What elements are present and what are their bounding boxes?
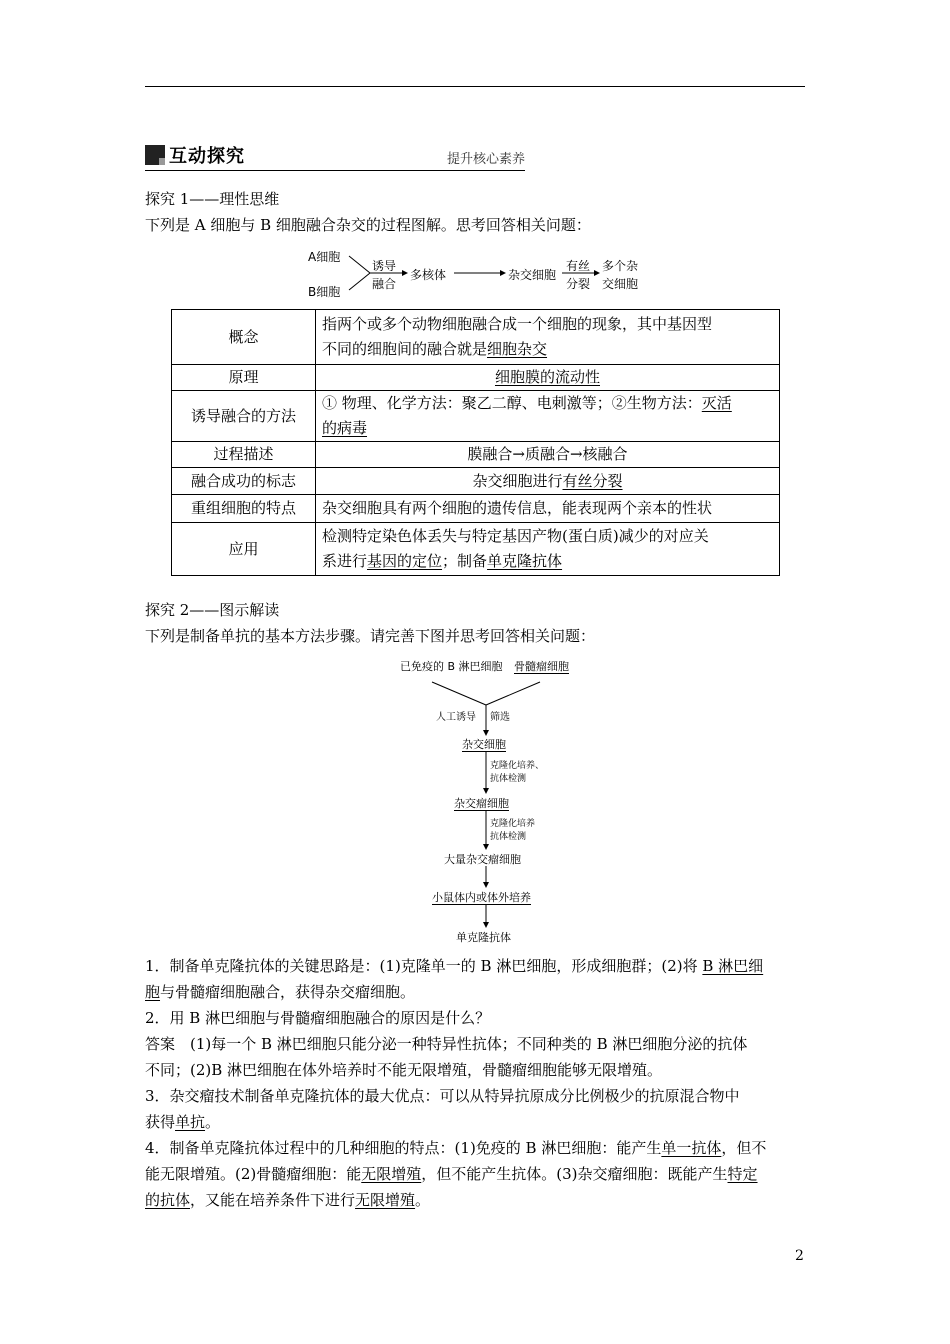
fusion-diagram-lines <box>300 244 680 304</box>
q3-line2 <box>145 1109 807 1135</box>
row-value-text: 不同的细胞间的融合就是 <box>322 340 488 358</box>
q1-line2 <box>145 979 807 1005</box>
q3-text: 获得 <box>145 1113 176 1131</box>
fusion-info-table <box>171 309 780 576</box>
q1-text: 与骨髓瘤细胞融合，获得杂交瘤细胞。 <box>160 983 416 1001</box>
row-value <box>316 523 780 576</box>
multinuclear-label: 多核体 <box>410 268 447 282</box>
row-key: 重组细胞的特点 <box>172 495 316 523</box>
q2-answer-line1: 答案 (1)每一个 B 淋巴细胞只能分泌一种特异性抗体；不同种类的 B 淋巴细胞分泌的抗体 <box>145 1035 748 1053</box>
table-row <box>172 391 780 442</box>
q3-underlined: 单抗 <box>175 1113 206 1131</box>
top-rule <box>145 86 805 87</box>
q4-text: ，又能在培养条件下进行 <box>190 1191 356 1209</box>
q3-line1: 3．杂交瘤技术制备单克隆抗体的最大优点：可以从特异抗原成分比例极少的抗原混合物中 <box>145 1087 740 1105</box>
q4-text: ，但不 <box>721 1139 767 1157</box>
flow-node-culture: 小鼠体内或体外培养 <box>432 891 531 904</box>
row-value-text: 检测特定染色体丢失与特定基因产物(蛋白质)减少的对应关 <box>322 527 709 545</box>
q4-underlined: 单一抗体 <box>661 1139 722 1157</box>
monoclonal-flow-diagram <box>380 652 620 947</box>
row-value-underlined: 的病毒 <box>322 419 368 437</box>
explore1-heading: 探究 1——理性思维 <box>145 190 280 208</box>
row-value-underlined: 细胞杂交 <box>487 340 548 358</box>
row-value-underlined: 单克隆抗体 <box>487 552 563 570</box>
row-value-underlined: 细胞膜的流动性 <box>494 368 600 386</box>
q1-underlined: B 淋巴细 <box>702 957 764 975</box>
result-label-bottom: 交细胞 <box>602 277 639 291</box>
row-value <box>316 391 780 442</box>
explore2-heading: 探究 2——图示解读 <box>145 601 280 619</box>
fusion-diagram <box>300 244 680 304</box>
flow-node-hybridoma: 杂交瘤细胞 <box>454 797 509 810</box>
hybrid-cell-label: 杂交细胞 <box>508 268 557 282</box>
section-title: 互动探究 <box>169 146 245 167</box>
page-number: 2 <box>795 1248 804 1264</box>
row-value-text: 指两个或多个动物细胞融合成一个细胞的现象，其中基因型 <box>322 315 713 333</box>
row-key: 诱导融合的方法 <box>172 391 316 442</box>
mitosis-label-top: 有丝 <box>566 259 591 273</box>
section-square-icon <box>145 145 165 165</box>
flow-step3-line1: 克隆化培养 <box>490 819 536 829</box>
row-key: 应用 <box>172 523 316 576</box>
row-key: 融合成功的标志 <box>172 468 316 495</box>
row-value-underlined: 有丝分裂 <box>562 471 623 490</box>
q4-line1 <box>145 1135 807 1161</box>
q4-line2 <box>145 1161 807 1187</box>
q4-underlined: 无限增殖 <box>361 1165 422 1183</box>
explore2-intro: 下列是制备单抗的基本方法步骤。请完善下图并思考回答相关问题： <box>145 627 596 645</box>
row-value: 膜融合→质融合→核融合 <box>316 442 780 468</box>
q2-answer-line2: 不同；(2)B 淋巴细胞在体外培养时不能无限增殖，骨髓瘤细胞能够无限增殖。 <box>145 1061 663 1079</box>
q4-text: 。 <box>415 1191 431 1209</box>
fuse-label: 融合 <box>372 277 397 291</box>
q1-line1 <box>145 953 807 979</box>
row-value <box>316 310 780 365</box>
right-source-label: 骨髓瘤细胞 <box>514 660 569 673</box>
q4-text: ，但不能产生抗体。(3)杂交瘤细胞：既能产生 <box>421 1165 728 1183</box>
q4-line3 <box>145 1187 807 1213</box>
row-value-text: 系进行 <box>322 552 368 570</box>
q4-underlined: 无限增殖 <box>355 1191 416 1209</box>
row-value-text: ① 物理、化学方法：聚乙二醇、电刺激等；②生物方法： <box>322 394 702 412</box>
row-key: 过程描述 <box>172 442 316 468</box>
q4-text: 4．制备单克隆抗体过程中的几种细胞的特点：(1)免疫的 B 淋巴细胞：能产生 <box>145 1139 662 1157</box>
induce-label: 诱导 <box>372 259 397 273</box>
explore1-intro: 下列是 A 细胞与 B 细胞融合杂交的过程图解。思考回答相关问题： <box>145 216 591 234</box>
mitosis-label-bottom: 分裂 <box>566 277 591 291</box>
section-subtitle: 提升核心素养 <box>446 152 525 167</box>
flow-node-many-hybridoma: 大量杂交瘤细胞 <box>444 853 521 866</box>
table-row <box>172 310 780 365</box>
flow-step2-line1: 克隆化培养、 <box>490 761 545 771</box>
table-row <box>172 468 780 495</box>
row-value-text: 杂交细胞进行 <box>472 471 563 490</box>
result-label-top: 多个杂 <box>602 259 639 273</box>
cell-b-label: B细胞 <box>308 285 341 299</box>
q1-underlined: 胞 <box>145 983 161 1001</box>
left-source-label: 已免疫的 B 淋巴细胞 <box>400 660 503 673</box>
q1-text: 1．制备单克隆抗体的关键思路是：(1)克隆单一的 B 淋巴细胞，形成细胞群；(2)将 <box>145 957 703 975</box>
row-value <box>316 365 780 391</box>
row-value-underlined: 基因的定位 <box>367 552 443 570</box>
table-row <box>172 442 780 468</box>
q4-underlined: 特定 <box>727 1165 758 1183</box>
row-key: 原理 <box>172 365 316 391</box>
q2-question: 2．用 B 淋巴细胞与骨髓瘤细胞融合的原因是什么？ <box>145 1009 491 1027</box>
table-row <box>172 495 780 523</box>
screen-label: 筛选 <box>490 712 510 723</box>
section-header <box>145 142 525 171</box>
q4-underlined: 的抗体 <box>145 1191 191 1209</box>
row-value-text: ；制备 <box>442 552 488 570</box>
q4-text: 能无限增殖。(2)骨髓瘤细胞：能 <box>145 1165 362 1183</box>
row-value: 杂交细胞具有两个细胞的遗传信息，能表现两个亲本的性状 <box>316 495 780 523</box>
cell-a-label: A细胞 <box>308 250 341 264</box>
flow-node-monoclonal-antibody: 单克隆抗体 <box>456 931 511 944</box>
row-key: 概念 <box>172 310 316 365</box>
flow-step3-line2: 抗体检测 <box>490 832 527 842</box>
artificial-induce-label: 人工诱导 <box>436 712 476 723</box>
table-row <box>172 365 780 391</box>
row-value-underlined: 灭活 <box>701 394 732 412</box>
q3-text: 。 <box>205 1113 221 1131</box>
flow-node-hybrid-cell: 杂交细胞 <box>462 738 506 751</box>
table-row <box>172 523 780 576</box>
flow-step2-line2: 抗体检测 <box>490 774 527 784</box>
row-value <box>316 468 780 495</box>
